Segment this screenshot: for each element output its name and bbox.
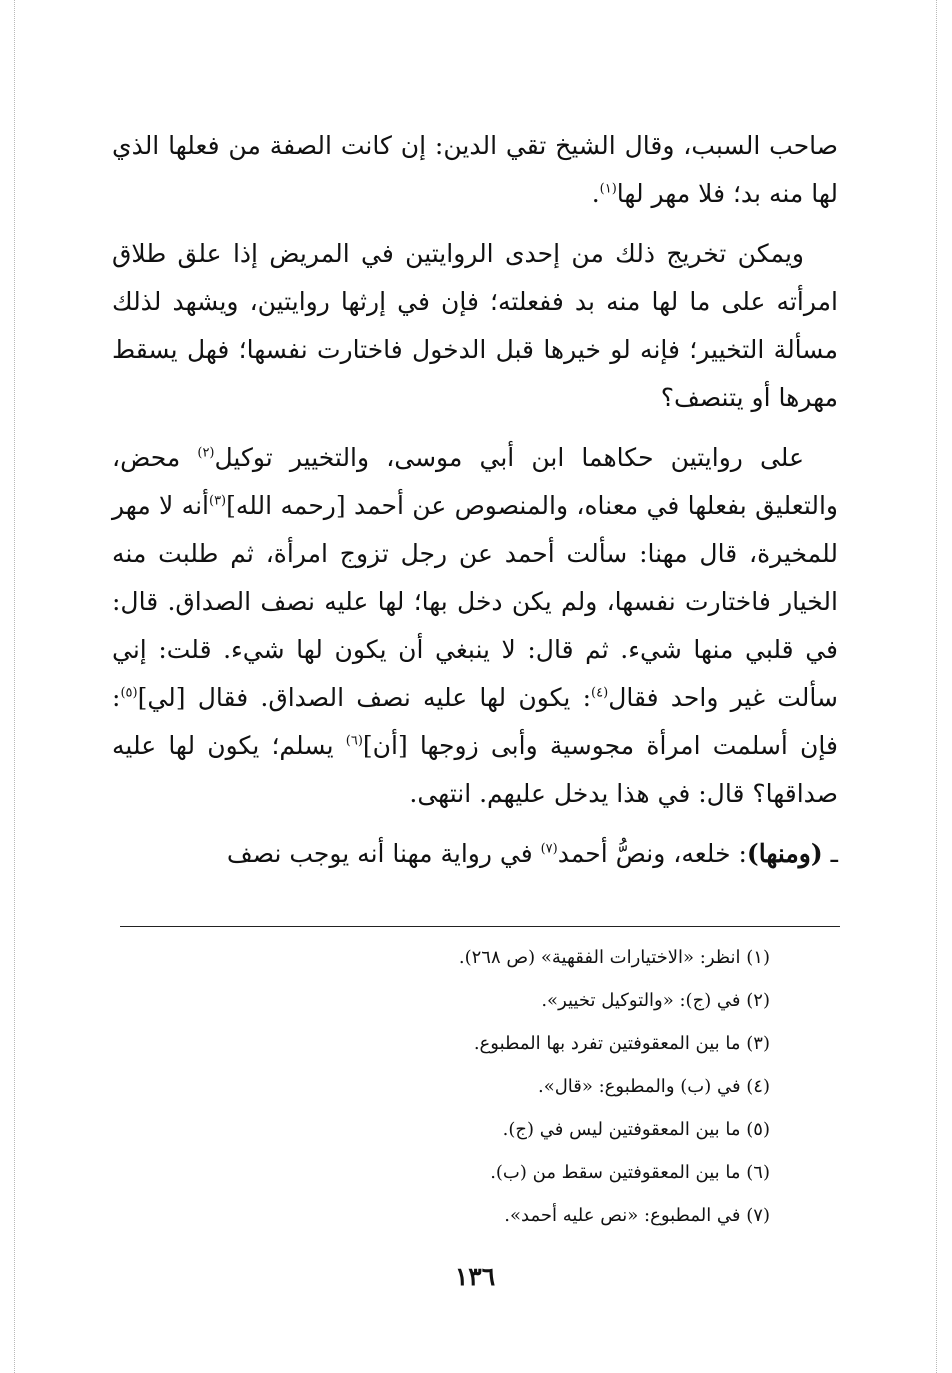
footnote-ref-3: (٣) [208, 493, 227, 509]
paragraph-1-end: . [591, 179, 600, 208]
paragraph-1-text: صاحب السبب، وقال الشيخ تقي الدين: إن كانت الصفة من فعلها الذي لها منه بد؛ فلا مهر لها [112, 131, 838, 208]
footnote-1: (١) انظر: «الاختيارات الفقهية» (ص ٢٦٨). [458, 947, 770, 968]
paragraph-4-heading: (ومنها) [746, 839, 823, 868]
footnote-7: (٧) في المطبوع: «نص عليه أحمد». [504, 1205, 770, 1226]
paragraph-3-text-b: محض، والتعليق بفعلها في معناه، والمنصوص عن أحمد [رحمه الله] [112, 443, 838, 520]
paragraph-3-text-a: على روايتين حكاهما ابن أبي موسى، والتخيير توكيل [214, 443, 805, 472]
footnote-ref-2: (٢) [197, 445, 215, 461]
paragraph-2 [112, 230, 838, 422]
paragraph-3-text-e: : فإن أسلمت امرأة مجوسية وأبى زوجها [أن] [112, 683, 838, 760]
footnote-ref-6: (٦) [345, 733, 363, 749]
paragraph-4-dash: ـ [822, 839, 838, 868]
paragraph-4 [112, 830, 838, 878]
footnote-ref-4: (٤) [591, 685, 609, 701]
paragraph-2-text: ويمكن تخريج ذلك من إحدى الروايتين في المريض إذا علق طلاق امرأته على ما لها منه بد ففعلته؛ فإن في إرثها روايتين، ويشهد لذلك مسألة التخيير؛ فإنه لو خيرها قبل الدخول فاختارت نفسها؛ فهل يسقط مهرها أو يتنصف؟ [112, 239, 838, 412]
footnote-ref-1: (١) [599, 181, 617, 197]
scan-edge-left [14, 0, 15, 1373]
footnote-3: (٣) ما بين المعقوفتين تفرد بها المطبوع. [473, 1033, 770, 1054]
footnote-divider [120, 926, 840, 927]
footnote-ref-7: (٧) [540, 841, 558, 857]
page-number: ١٣٦ [454, 1262, 496, 1291]
paragraph-1 [112, 122, 838, 218]
paragraph-3-text-f: يسلم؛ يكون لها عليه صداقها؟ قال: في هذا يدخل عليهم. انتهى. [112, 731, 838, 808]
paragraph-3-text-c: أنه لا مهر للمخيرة، قال مهنا: سألت أحمد عن رجل تزوج امرأة، ثم طلبت منه الخيار فاختارت نفسها، ولم يكن دخل بها؛ لها عليه نصف الصداق. قال: في قلبي منها شيء. ثم قال: لا ينبغي أن يكون لها شيء. قلت: إني سألت غير واحد فقال [112, 491, 838, 712]
footnote-ref-5: (٥) [120, 685, 138, 701]
footnote-5: (٥) ما بين المعقوفتين ليس في (ج). [502, 1119, 770, 1140]
footnotes [120, 936, 770, 1237]
page-body [112, 122, 838, 878]
footnote-4: (٤) في (ب) والمطبوع: «قال». [537, 1076, 770, 1097]
paragraph-4-text-a: : خلعه، ونصُّ أحمد [557, 839, 747, 868]
paragraph-3-text-d: : يكون لها عليه نصف الصداق. فقال [لي] [137, 683, 592, 712]
footnote-2: (٢) في (ج): «والتوكيل تخيير». [541, 990, 770, 1011]
footnote-6: (٦) ما بين المعقوفتين سقط من (ب). [490, 1162, 770, 1183]
scan-edge-right [936, 0, 937, 1373]
paragraph-4-text-b: في رواية مهنا أنه يوجب نصف [226, 839, 541, 868]
paragraph-3 [112, 434, 838, 818]
